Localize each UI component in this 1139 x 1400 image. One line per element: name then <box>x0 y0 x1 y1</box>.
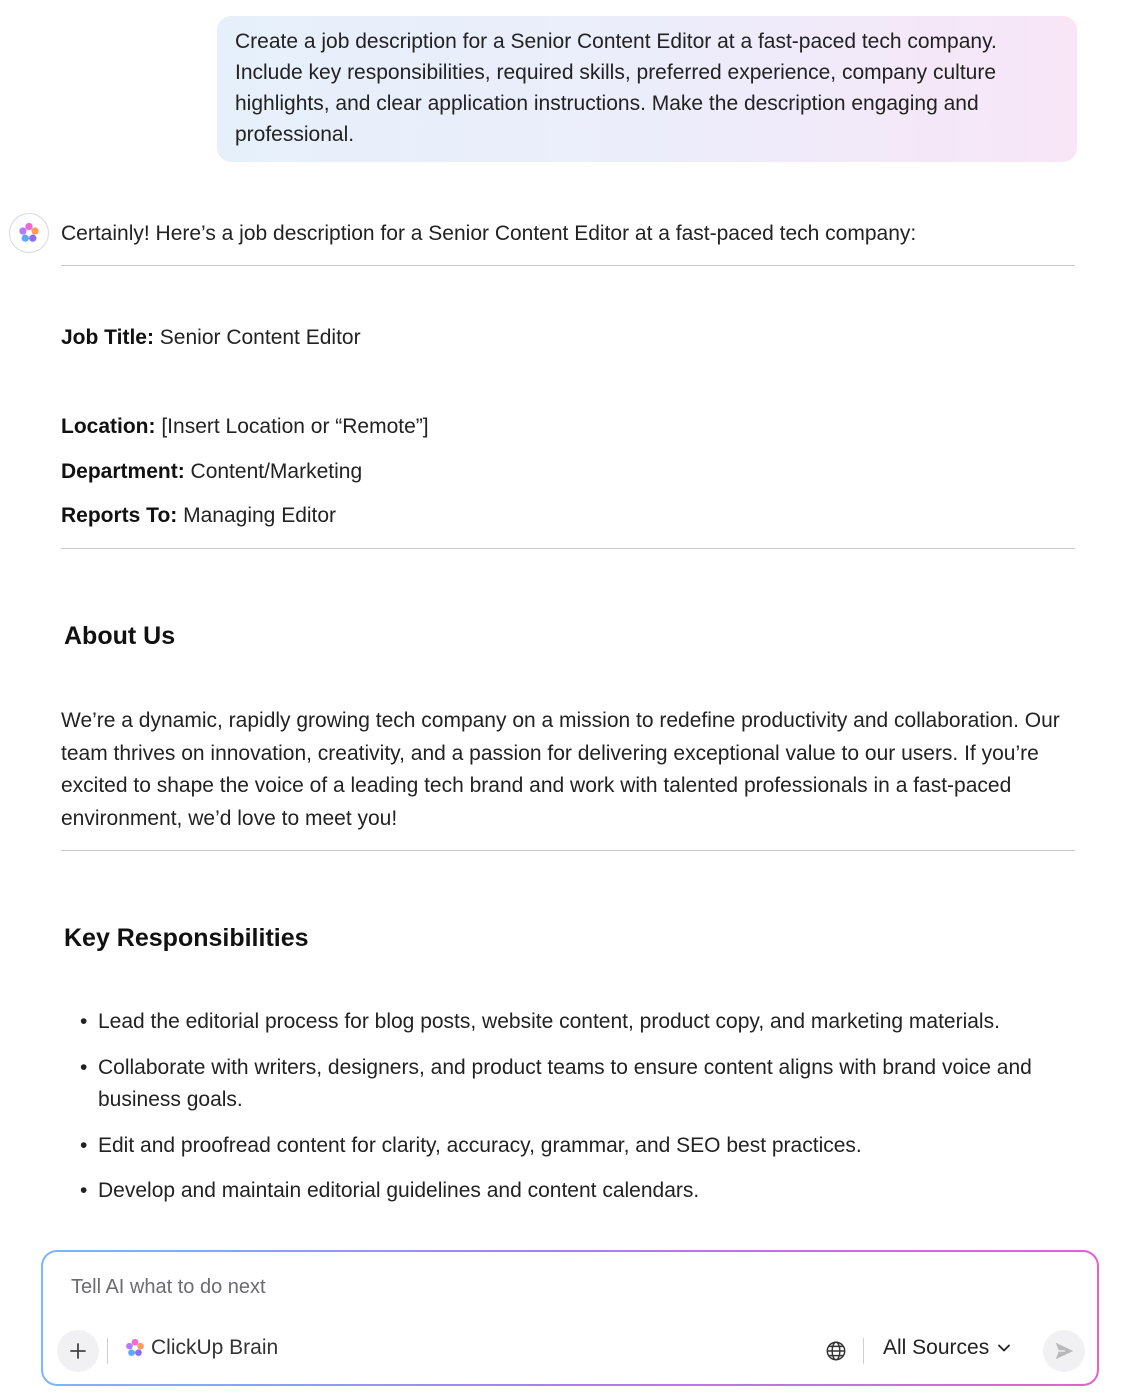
web-search-toggle[interactable] <box>823 1338 849 1364</box>
location-field <box>61 414 429 440</box>
separator <box>107 1338 108 1364</box>
scroll-fade <box>0 1205 1139 1245</box>
clickup-brain-label: ClickUp Brain <box>151 1336 279 1359</box>
clickup-brain-icon <box>125 1338 145 1358</box>
department-value: Content/Marketing <box>190 460 363 483</box>
divider <box>61 548 1075 549</box>
send-button[interactable] <box>1043 1330 1085 1372</box>
location-label: Location: <box>61 415 156 438</box>
user-prompt-bubble <box>217 16 1077 162</box>
chevron-down-icon <box>997 1341 1011 1355</box>
list-item-text: Collaborate with writers, designers, and product teams to ensure content aligns with brand voice and business goals. <box>98 1055 1032 1111</box>
composer <box>41 1250 1099 1386</box>
reports-to-label: Reports To: <box>61 504 178 527</box>
location-value: [Insert Location or “Remote”] <box>161 415 429 438</box>
sources-dropdown[interactable] <box>883 1336 1011 1360</box>
job-title-label: Job Title: <box>61 326 154 349</box>
list-item-text: Develop and maintain editorial guidelines and content calendars. <box>98 1179 700 1202</box>
about-paragraph: We’re a dynamic, rapidly growing tech company on a mission to redefine productivity and collaboration. Our team thrives on innovation, creativity, and a passion for delivering exceptional value to our users. If you’re excited to shape the voice of a leading tech brand and work with talented professionals in a fast-paced environment, we’d love to meet you! <box>61 709 1060 830</box>
clickup-brain-icon <box>18 222 40 244</box>
clickup-brain-button[interactable] <box>125 1336 278 1360</box>
responsibilities-list <box>80 1006 1080 1226</box>
list-item: • Collaborate with writers, designers, and product teams to ensure content aligns with brand voice and business goals. <box>80 1055 1032 1111</box>
list-item: • Lead the editorial process for blog posts, website content, product copy, and marketing materials. <box>80 1010 1000 1033</box>
list-item: • Edit and proofread content for clarity, accuracy, grammar, and SEO best practices. <box>80 1133 862 1157</box>
list-item: • Develop and maintain editorial guidelines and content calendars. <box>80 1179 700 1202</box>
divider <box>61 265 1075 266</box>
job-title-field <box>61 325 361 351</box>
plus-icon <box>69 1342 87 1360</box>
divider <box>61 850 1075 851</box>
reports-to-field <box>61 503 336 529</box>
department-field <box>61 459 362 485</box>
ai-avatar <box>9 213 49 253</box>
list-item-text: Lead the editorial process for blog posts, website content, product copy, and marketing materials. <box>98 1010 1000 1033</box>
user-prompt-text: Create a job description for a Senior Content Editor at a fast-paced tech company. Include key responsibilities, required skills, preferred experience, company culture highlights, and clear application instructions. Make the description engaging and professional. <box>235 30 997 146</box>
add-attachment-button[interactable] <box>57 1330 99 1372</box>
sources-label: All Sources <box>883 1336 990 1359</box>
reports-to-value: Managing Editor <box>183 504 337 527</box>
send-icon <box>1053 1340 1075 1362</box>
list-item-text: Edit and proofread content for clarity, accuracy, grammar, and SEO best practices. <box>98 1133 862 1157</box>
response-intro: Certainly! Here’s a job description for a Senior Content Editor at a fast-paced tech company: <box>61 222 917 245</box>
job-title-value: Senior Content Editor <box>159 326 361 349</box>
composer-inner <box>43 1252 1097 1384</box>
responsibilities-heading: Key Responsibilities <box>64 924 309 952</box>
prompt-input[interactable] <box>71 1276 971 1299</box>
about-heading: About Us <box>64 622 176 650</box>
department-label: Department: <box>61 460 185 483</box>
globe-icon <box>825 1340 847 1362</box>
separator <box>863 1338 864 1364</box>
